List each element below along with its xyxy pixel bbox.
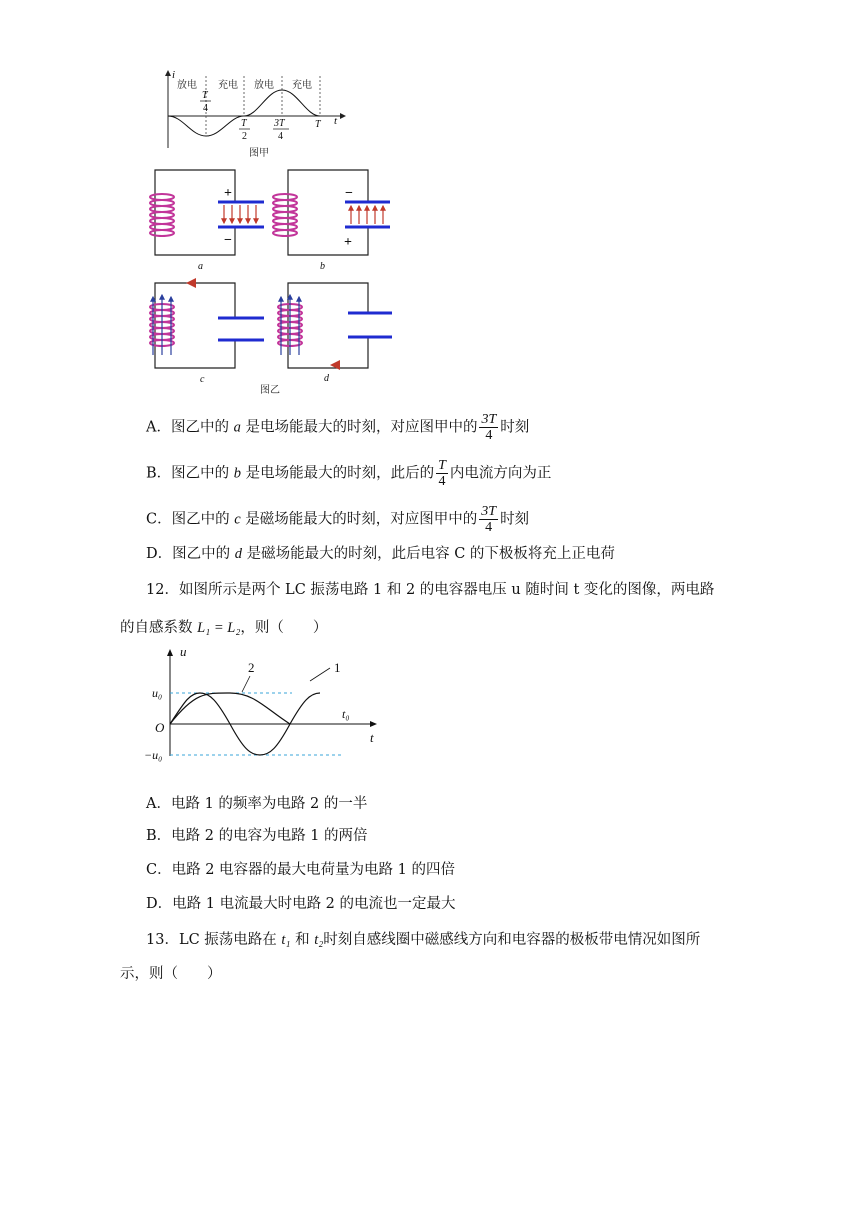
phase-label-4: 充电 [292,80,312,91]
tick-3t4-den: 4 [278,131,283,142]
fraction-t4: $\frac{T}{4}$ [438,458,446,489]
curve-2-line [170,693,290,724]
phase-label-2: 充电 [218,80,238,91]
q11-option-c: C．图乙中的 c 是磁场能最大的时刻，对应图甲中的 $\frac{3T}{4}$ 时刻 [146,504,530,535]
q11-option-d: D．图乙中的 d 是磁场能最大的时刻，此后电容 C 的下极板将充上正电荷 [146,546,615,562]
phase-label-3: 放电 [254,80,274,91]
field-arrows-down-icon [224,205,256,223]
u-axis-arrow-icon [167,649,173,656]
q11-option-a: A．图乙中的 a 是电场能最大的时刻，对应图甲中的 $\frac{3T}{4}$ 时刻 [146,412,530,443]
q11-option-b: B．图乙中的 b 是电场能最大的时刻，此后的 $\frac{T}{4}$ 内电流方向为正 [146,458,552,489]
label-b: b [320,261,325,272]
figure-jia-caption: 图甲 [249,148,269,159]
charge-minus-a: − [224,233,232,248]
label-c: c [200,374,205,385]
q13-stem-line1: 13．LC 振荡电路在 t₁ 和 t₂时刻自感线圈中磁感线方向和电容器的极板带电情况如图所 [146,932,701,948]
figure-yi-caption: 图乙 [260,385,280,396]
axis-i-label: i [172,69,176,81]
fraction-3t4-c: $\frac{3T}{4}$ [481,504,497,535]
label-a: a [198,261,203,272]
tick-t4-den: 4 [203,103,208,114]
t-axis-arrow-icon [340,113,346,119]
circuit-b [273,170,390,272]
t-axis-arrow-icon-q12 [370,721,377,727]
figure-yi-circuits [140,165,400,397]
i-axis-arrow-icon [165,70,171,76]
axis-t-label-q12: t [370,730,374,745]
origin-label: O [155,720,165,735]
tick-t: T [315,119,321,130]
circuit-a [150,170,264,272]
axis-u-label: u [180,646,187,659]
q12-stem-line2: 的自感系数 L₁ = L₂，则（ ） [120,620,328,636]
q12-option-b: B．电路 2 的电容为电路 1 的两倍 [146,828,368,844]
axis-t-label: t [334,115,338,127]
field-arrows-up-icon [351,206,383,224]
label-d: d [324,373,329,384]
q13-stem-line2: 示，则（ ） [120,966,222,982]
curve-2-label: 2 [248,660,255,675]
coil-b-icon [273,194,297,236]
t0-label: t₀ [342,707,350,721]
fraction-3t4: $\frac{3T}{4}$ [481,412,497,443]
q12-option-c: C．电路 2 电容器的最大电荷量为电路 1 的四倍 [146,862,455,878]
circuit-d [278,283,392,384]
phase-label-1: 放电 [177,80,197,91]
neg-u0-label: −u₀ [144,748,163,762]
coil-a-icon [150,194,174,236]
u0-label: u₀ [152,686,163,700]
charge-minus-b: − [345,186,353,201]
q12-stem-line1: 12．如图所示是两个 LC 振荡电路 1 和 2 的电容器电压 u 随时间 t 变化的图像，两电路 [146,582,715,598]
charge-plus-b: + [344,235,352,250]
circuit-c [150,283,264,385]
q12-option-d: D．电路 1 电流最大时电路 2 的电流也一定最大 [146,896,456,912]
figure-q12-voltage-graph [142,646,382,766]
tick-t4-num: T [202,90,208,101]
tick-t2-den: 2 [242,131,247,142]
tick-3t4-num: 3T [274,118,285,129]
curve-1-label: 1 [334,660,341,675]
tick-t2-num: T [241,118,247,129]
charge-plus-a: + [224,186,232,201]
q12-option-a: A．电路 1 的频率为电路 2 的一半 [146,796,368,812]
figure-jia-current-graph [158,68,348,162]
